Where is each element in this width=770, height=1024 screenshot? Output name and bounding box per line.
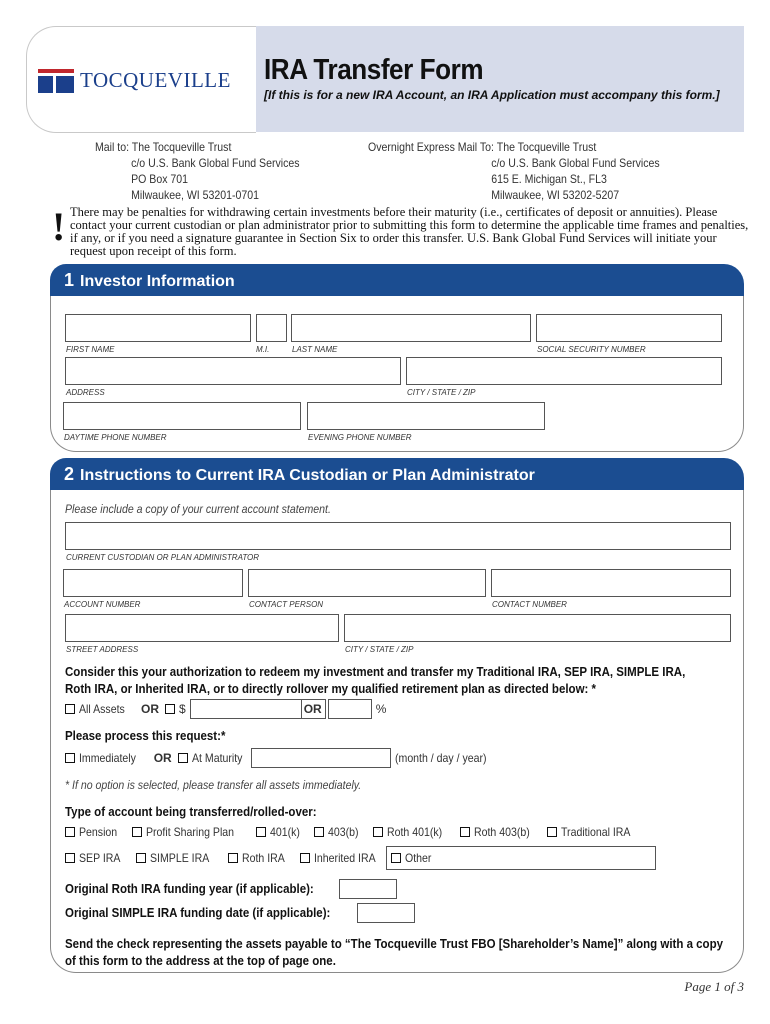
- simple-date-field[interactable]: [357, 903, 415, 923]
- mail-to-line: PO Box 701: [131, 172, 189, 186]
- title-panel: [256, 26, 744, 132]
- checkbox-icon[interactable]: [256, 827, 266, 837]
- overnight-line: Milwaukee, WI 53202-5207: [491, 188, 620, 202]
- mail-to-address: [95, 139, 300, 203]
- process-heading: Please process this request:*: [65, 729, 226, 743]
- section-number: 1: [64, 270, 75, 290]
- option-label: Traditional IRA: [561, 825, 631, 839]
- last-name-field[interactable]: [291, 314, 531, 342]
- section-title: Instructions to Current IRA Custodian or Plan Administrator: [80, 467, 535, 484]
- option-label: 401(k): [270, 825, 301, 839]
- ssn-field[interactable]: [536, 314, 722, 342]
- page-title: IRA Transfer Form: [264, 54, 484, 86]
- checkbox-icon[interactable]: [547, 827, 557, 837]
- checkbox-icon[interactable]: [132, 827, 142, 837]
- section-1-header: [50, 264, 744, 296]
- type-option-pension[interactable]: [65, 825, 122, 839]
- type-option-roth-ira[interactable]: [228, 851, 291, 865]
- immediately-option[interactable]: [65, 751, 144, 765]
- percent-field[interactable]: [328, 699, 372, 719]
- overnight-line: 615 E. Michigan St., FL3: [491, 172, 607, 186]
- roth-year-row: [65, 879, 397, 899]
- overnight-line: c/o U.S. Bank Global Fund Services: [491, 156, 660, 170]
- simple-date-row: [65, 903, 415, 923]
- warning-text: There may be penalties for withdrawing certain investments before their maturity (i.e., certificates of deposit or annuities). Please contact your current custodian or plan administrator prior to submitting this form to determine the applicable time frames and penalties, if any, or if you need a signature guarantee in Section Six to order this transfer. U.S. Bank Global Fund Services will initiate your request upon receipt of this form.: [70, 205, 749, 258]
- field-label: ADDRESS: [66, 388, 105, 397]
- dollar-amount-field[interactable]: [190, 699, 302, 719]
- option-label: Other: [405, 851, 432, 865]
- type-option-403b[interactable]: [314, 825, 363, 839]
- type-option-profit-sharing[interactable]: [132, 825, 246, 839]
- account-number-field[interactable]: [63, 569, 243, 597]
- section-2-header: [50, 458, 744, 490]
- option-label: SIMPLE IRA: [150, 851, 210, 865]
- contact-number-field[interactable]: [491, 569, 731, 597]
- custodian-city-state-zip-field[interactable]: [344, 614, 731, 642]
- type-heading: Type of account being transferred/rolled-over:: [65, 805, 317, 819]
- option-label: At Maturity: [191, 751, 243, 765]
- evening-phone-field[interactable]: [307, 402, 545, 430]
- field-label: CITY / STATE / ZIP: [345, 645, 414, 654]
- maturity-date-field[interactable]: [251, 748, 391, 768]
- field-label: EVENING PHONE NUMBER: [308, 433, 412, 442]
- simple-date-label: Original SIMPLE IRA funding date (if applicable):: [65, 905, 331, 920]
- type-option-traditional-ira[interactable]: [547, 825, 640, 839]
- type-option-simple-ira[interactable]: [136, 851, 217, 865]
- page-number: Page 1 of 3: [684, 979, 744, 994]
- overnight-address: [368, 139, 660, 203]
- checkbox-icon[interactable]: [314, 827, 324, 837]
- field-label: SOCIAL SECURITY NUMBER: [537, 345, 646, 354]
- type-option-roth-401k[interactable]: [373, 825, 450, 839]
- city-state-zip-field[interactable]: [406, 357, 722, 385]
- process-row: [65, 748, 499, 768]
- field-label: CITY / STATE / ZIP: [407, 388, 476, 397]
- checkbox-icon[interactable]: [373, 827, 383, 837]
- or-label: OR: [302, 699, 326, 719]
- warning-icon: !: [52, 204, 66, 249]
- checkbox-icon[interactable]: [65, 853, 75, 863]
- custodian-field[interactable]: [65, 522, 731, 550]
- authorization-text: Consider this your authorization to redeem my investment and transfer my Traditional IRA, SEP IRA, SIMPLE IRA, Roth IRA, or Inherited IRA, or to directly rollover my qualified retirement plan as directed below: *: [65, 665, 686, 696]
- account-type-row-2: [65, 846, 656, 870]
- statement-note: Please include a copy of your current account statement.: [65, 502, 331, 516]
- checkbox-icon[interactable]: [136, 853, 146, 863]
- overnight-line: The Tocqueville Trust: [496, 140, 597, 154]
- option-label: Roth 401(k): [387, 825, 443, 839]
- address-field[interactable]: [65, 357, 401, 385]
- roth-year-label: Original Roth IRA funding year (if applicable):: [65, 881, 314, 896]
- type-option-401k[interactable]: [256, 825, 304, 839]
- or-label: OR: [141, 702, 160, 716]
- field-label: CONTACT NUMBER: [492, 600, 567, 609]
- field-label: STREET ADDRESS: [66, 645, 139, 654]
- all-assets-option[interactable]: [65, 702, 131, 716]
- page-subtitle: [If this is for a new IRA Account, an IRA Application must accompany this form.]: [264, 88, 720, 102]
- checkbox-icon[interactable]: [391, 853, 401, 863]
- option-label: Immediately: [79, 751, 136, 765]
- type-option-roth-403b[interactable]: [460, 825, 537, 839]
- section-number: 2: [64, 464, 75, 484]
- option-label: Pension: [79, 825, 118, 839]
- checkbox-icon[interactable]: [65, 827, 75, 837]
- no-option-note: * If no option is selected, please transfer all assets immediately.: [65, 778, 362, 792]
- option-label: Roth 403(b): [473, 825, 530, 839]
- field-label: FIRST NAME: [66, 345, 115, 354]
- contact-person-field[interactable]: [248, 569, 486, 597]
- checkbox-icon[interactable]: [300, 853, 310, 863]
- type-option-inherited-ira[interactable]: [300, 851, 384, 865]
- daytime-phone-field[interactable]: [63, 402, 301, 430]
- checkbox-icon[interactable]: [65, 704, 75, 714]
- dollar-sign: $: [179, 702, 186, 716]
- field-label: DAYTIME PHONE NUMBER: [64, 433, 167, 442]
- roth-year-field[interactable]: [339, 879, 397, 899]
- field-label: CURRENT CUSTODIAN OR PLAN ADMINISTRATOR: [66, 553, 260, 562]
- option-label: 403(b): [328, 825, 359, 839]
- street-address-field[interactable]: [65, 614, 339, 642]
- option-label: Profit Sharing Plan: [146, 825, 235, 839]
- other-type-field[interactable]: [386, 846, 656, 870]
- mail-to-line: c/o U.S. Bank Global Fund Services: [131, 156, 300, 170]
- option-label: All Assets: [79, 702, 125, 716]
- option-label: Roth IRA: [241, 851, 285, 865]
- field-label: ACCOUNT NUMBER: [64, 600, 141, 609]
- or-label: OR: [153, 751, 172, 765]
- field-label: LAST NAME: [292, 345, 338, 354]
- at-maturity-option[interactable]: [178, 751, 249, 765]
- checkbox-icon[interactable]: [228, 853, 238, 863]
- percent-sign: %: [375, 702, 387, 716]
- check-instruction: Send the check representing the assets payable to “The Tocqueville Trust FBO [Shareholder’s Name]” along with a copy of this form to the address at the top of page one.: [65, 937, 724, 968]
- option-label: Inherited IRA: [314, 851, 376, 865]
- mail-to-line: The Tocqueville Trust: [131, 140, 232, 154]
- mail-to-line: Milwaukee, WI 53201-0701: [131, 188, 260, 202]
- date-format-hint: (month / day / year): [395, 751, 487, 765]
- logo-text: TOCQUEVILLE: [80, 68, 231, 92]
- section-title: Investor Information: [80, 273, 235, 290]
- dollar-checkbox[interactable]: [165, 704, 175, 714]
- logo-mark-icon: [38, 69, 74, 93]
- field-label: CONTACT PERSON: [249, 600, 324, 609]
- checkbox-icon[interactable]: [178, 753, 188, 763]
- mail-to-label: Mail to:: [95, 140, 130, 154]
- amount-row: [65, 699, 386, 719]
- overnight-label: Overnight Express Mail To:: [368, 140, 494, 154]
- checkbox-icon[interactable]: [460, 827, 470, 837]
- type-option-sep-ira[interactable]: [65, 851, 126, 865]
- checkbox-icon[interactable]: [65, 753, 75, 763]
- option-label: SEP IRA: [79, 851, 121, 865]
- field-label: M.I.: [256, 345, 270, 354]
- account-type-row-1: [65, 825, 650, 839]
- tocqueville-logo: [38, 68, 231, 93]
- middle-initial-field[interactable]: [256, 314, 287, 342]
- first-name-field[interactable]: [65, 314, 251, 342]
